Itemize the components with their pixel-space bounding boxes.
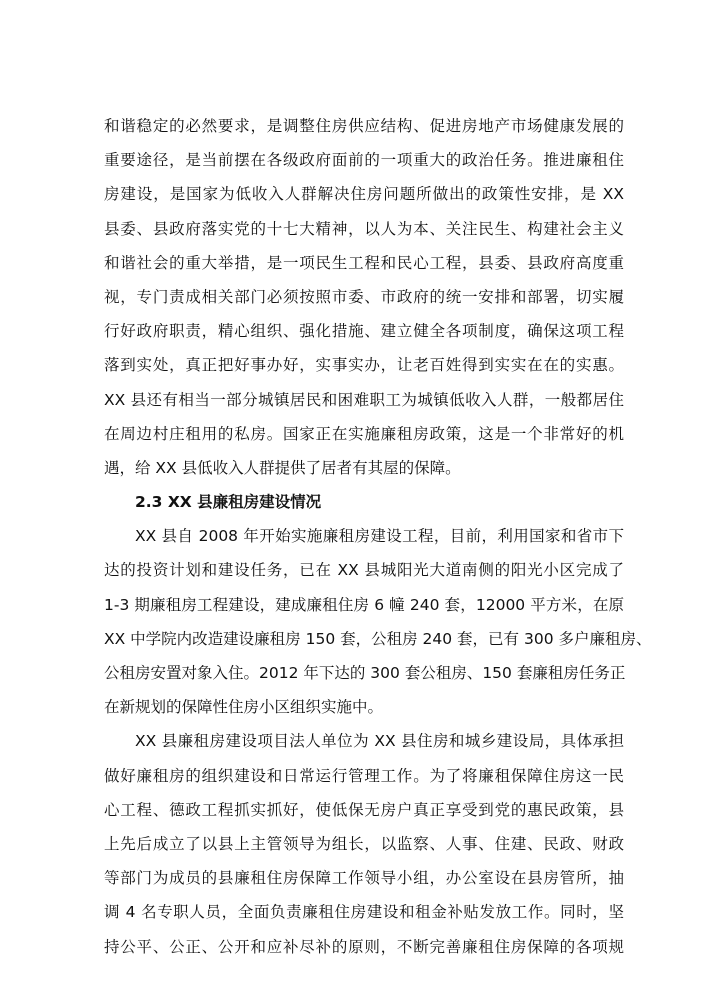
text-line: 在新规划的保障性住房小区组织实施中。 bbox=[104, 698, 384, 717]
text-line: XX 县还有相当一部分城镇居民和困难职工为城镇低收入人群，一般都居住 bbox=[104, 390, 624, 409]
text-line: 上先后成立了以县上主管领导为组长，以监察、人事、住建、民政、财政 bbox=[104, 834, 624, 853]
text-line: 房建设，是国家为低收入人群解决住房问题所做出的政策性安排，是 XX bbox=[104, 185, 624, 204]
text-line: 视，专门责成相关部门必须按照市委、市政府的统一安排和部署，切实履 bbox=[104, 287, 624, 306]
text-line: XX 县自 2008 年开始实施廉租房建设工程，目前，利用国家和省市下 bbox=[135, 527, 624, 546]
text-line: 心工程、德政工程抓实抓好，使低保无房户真正享受到党的惠民政策，县 bbox=[104, 800, 624, 819]
text-line: 持公平、公正、公开和应补尽补的原则，不断完善廉租住房保障的各项规 bbox=[104, 937, 624, 956]
section-heading: 2.3 XX 县廉租房建设情况 bbox=[135, 493, 322, 512]
text-line: 和谐社会的重大举措，是一项民生工程和民心工程，县委、县政府高度重 bbox=[104, 253, 624, 272]
text-line: 1-3 期廉租房工程建设，建成廉租住房 6 幢 240 套，12000 平方米，在原 bbox=[104, 595, 624, 614]
text-line: 行好政府职责，精心组织、强化措施、建立健全各项制度，确保这项工程 bbox=[104, 322, 624, 341]
text-line: XX 中学院内改造建设廉租房 150 套，公租房 240 套，已有 300 多户廉租房、 bbox=[104, 629, 652, 648]
text-line: 达的投资计划和建设任务，已在 XX 县城阳光大道南侧的阳光小区完成了 bbox=[104, 561, 624, 580]
text-line: 重要途径，是当前摆在各级政府面前的一项重大的政治任务。推进廉租住 bbox=[104, 151, 624, 170]
text-line: XX 县廉租房建设项目法人单位为 XX 县住房和城乡建设局，具体承担 bbox=[135, 732, 624, 751]
text-line: 做好廉租房的组织建设和日常运行管理工作。为了将廉租保障住房这一民 bbox=[104, 766, 624, 785]
text-line: 和谐稳定的必然要求，是调整住房供应结构、促进房地产市场健康发展的 bbox=[104, 117, 624, 135]
text-line: 遇，给 XX 县低收入人群提供了居者有其屋的保障。 bbox=[104, 458, 461, 477]
text-line: 调 4 名专职人员，全面负责廉租住房建设和租金补贴发放工作。同时，坚 bbox=[104, 903, 624, 922]
text-line: 等部门为成员的县廉租住房保障工作领导小组，办公室设在县房管所，抽 bbox=[104, 869, 624, 888]
text-line: 公租房安置对象入住。2012 年下达的 300 套公租房、150 套廉租房任务正 bbox=[104, 664, 626, 682]
text-line: 县委、县政府落实党的十七大精神，以人为本、关注民生、构建社会主义 bbox=[104, 219, 624, 238]
document-body bbox=[104, 109, 652, 964]
text-line: 落到实处，真正把好事办好，实事实办，让老百姓得到实实在在的实惠。 bbox=[104, 356, 624, 375]
text-line: 在周边村庄租用的私房。国家正在实施廉租房政策，这是一个非常好的机 bbox=[104, 424, 624, 443]
